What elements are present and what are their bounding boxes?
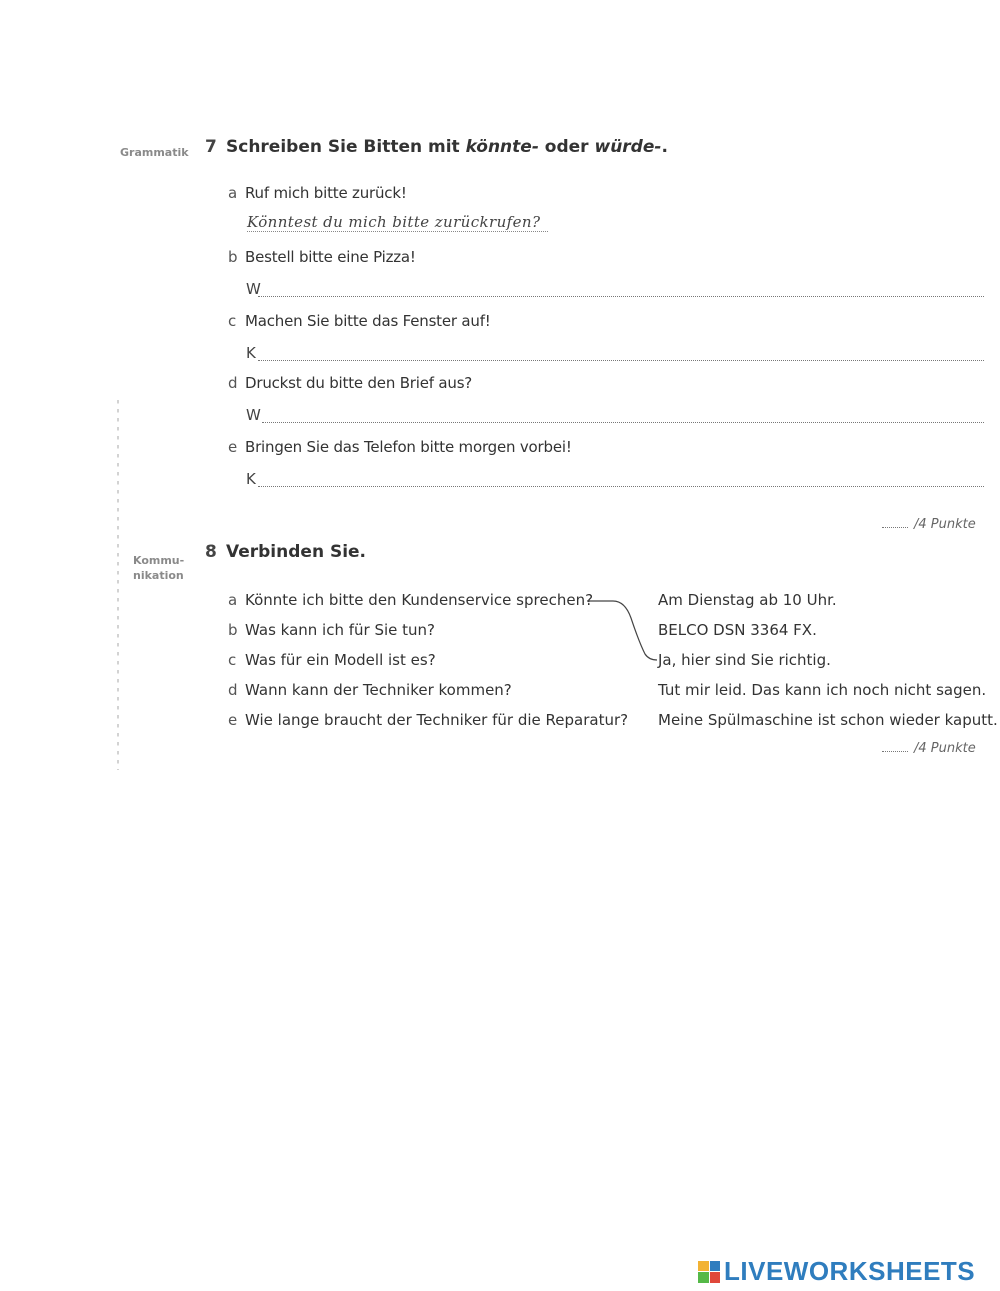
item-7c-letter: c	[228, 312, 237, 330]
match-left-letter: c	[228, 651, 237, 669]
exercise-7-number: 7	[205, 137, 217, 157]
brand-name: LIVEWORKSHEETS	[724, 1256, 976, 1286]
item-7d-prompt: Druckst du bitte den Brief aus?	[245, 374, 473, 392]
margin-scan-marks	[117, 400, 119, 770]
item-7b-prefix: W	[246, 280, 261, 298]
item-7b-letter: b	[228, 248, 238, 266]
section-label-kommunikation: Kommu- nikation	[133, 554, 185, 582]
match-left-item-c[interactable]: Was für ein Modell ist es?	[245, 651, 436, 669]
match-left-item-e[interactable]: Wie lange braucht der Techniker für die Reparatur?	[245, 711, 629, 729]
match-left-item-d[interactable]: Wann kann der Techniker kommen?	[245, 681, 512, 699]
liveworksheets-brand	[698, 1256, 975, 1287]
exercise-8-points: /4 Punkte	[882, 741, 976, 756]
match-connector-line	[585, 592, 665, 672]
item-7d-answer-input[interactable]	[262, 404, 984, 423]
item-7b-answer-input[interactable]	[258, 278, 984, 297]
item-7e-answer-input[interactable]	[258, 468, 984, 487]
liveworksheets-logo-icon	[698, 1261, 720, 1283]
exercise-8-number: 8	[205, 542, 217, 562]
match-left-letter: d	[228, 681, 238, 699]
item-7a-prompt: Ruf mich bitte zurück!	[245, 184, 407, 202]
exercise-8-title: Verbinden Sie.	[226, 542, 367, 562]
exercise-7-points: /4 Punkte	[882, 517, 976, 532]
match-left-letter: e	[228, 711, 238, 729]
match-right-item-3[interactable]: Ja, hier sind Sie richtig.	[658, 651, 831, 669]
match-right-item-2[interactable]: BELCO DSN 3364 FX.	[658, 621, 817, 639]
item-7a-letter: a	[228, 184, 238, 202]
item-7c-prompt: Machen Sie bitte das Fenster auf!	[245, 312, 491, 330]
item-7e-prompt: Bringen Sie das Telefon bitte morgen vorbei!	[245, 438, 572, 456]
match-left-letter: a	[228, 591, 238, 609]
item-7d-letter: d	[228, 374, 238, 392]
match-right-item-4[interactable]: Tut mir leid. Das kann ich noch nicht sagen.	[658, 681, 987, 699]
match-right-item-5[interactable]: Meine Spülmaschine ist schon wieder kaputt.	[658, 711, 998, 729]
item-7d-prefix: W	[246, 406, 261, 424]
item-7c-answer-input[interactable]	[258, 342, 984, 361]
exercise-7-title: Schreiben Sie Bitten mit könnte- oder würde-.	[226, 137, 668, 157]
match-left-letter: b	[228, 621, 238, 639]
match-left-item-a[interactable]: Könnte ich bitte den Kundenservice sprechen?	[245, 591, 594, 609]
match-left-item-b[interactable]: Was kann ich für Sie tun?	[245, 621, 435, 639]
item-7e-prefix: K	[246, 470, 256, 488]
item-7b-prompt: Bestell bitte eine Pizza!	[245, 248, 416, 266]
item-7e-letter: e	[228, 438, 238, 456]
section-label-grammatik: Grammatik	[120, 146, 189, 159]
item-7a-example-answer: Könntest du mich bitte zurückrufen?	[247, 213, 548, 232]
match-right-item-1[interactable]: Am Dienstag ab 10 Uhr.	[658, 591, 837, 609]
item-7c-prefix: K	[246, 344, 256, 362]
